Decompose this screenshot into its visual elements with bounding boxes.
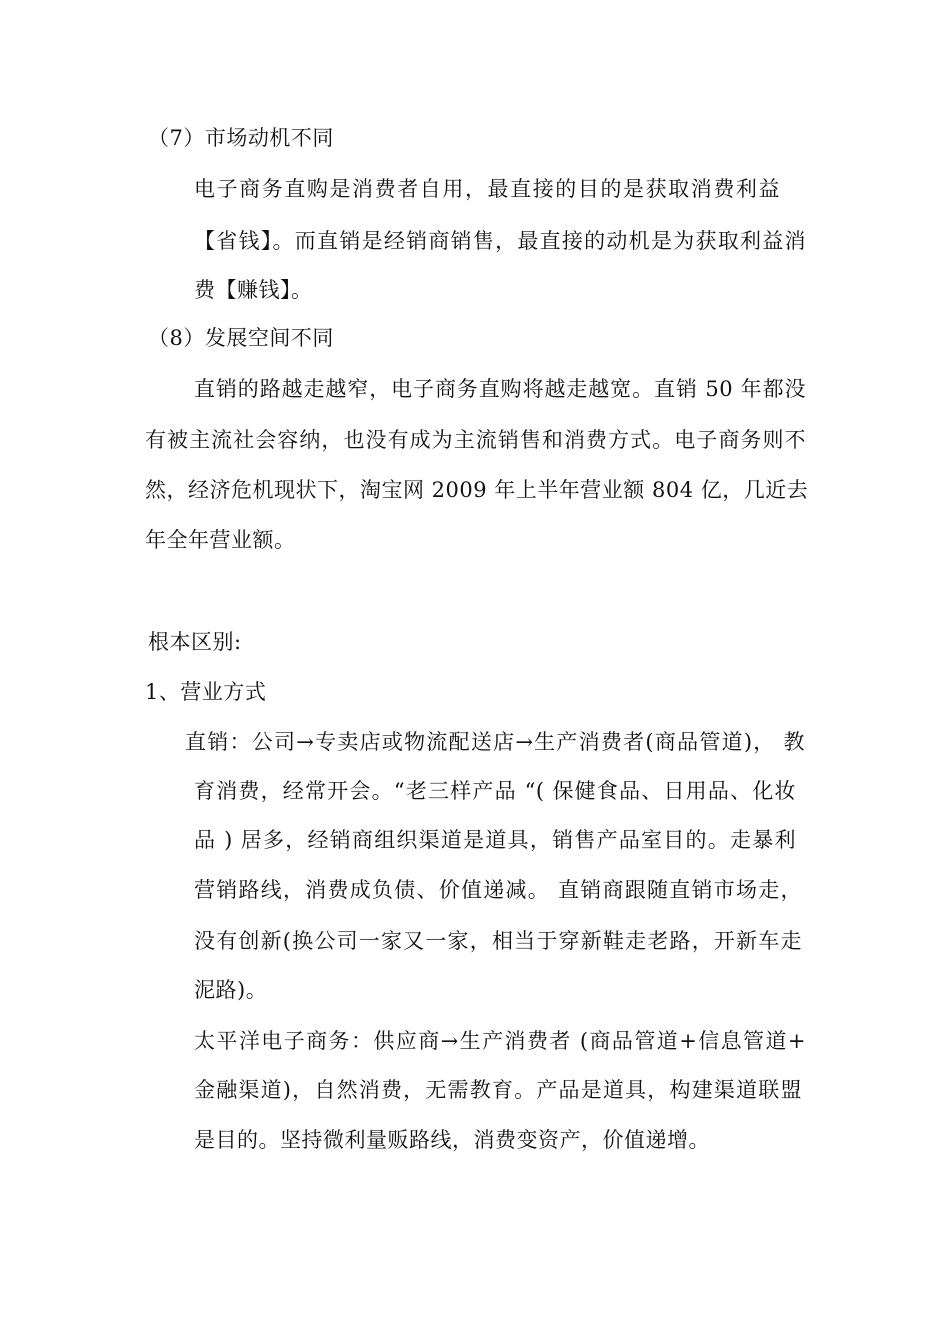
pacific-line-2: 金融渠道)，自然消费，无需教育。产品是道具，构建渠道联盟	[194, 1078, 802, 1102]
direct-sales-line-6: 泥路)。	[194, 978, 268, 1002]
direct-sales-line-5: 没有创新(换公司一家又一家，相当于穿新鞋走老路，开新车走	[194, 929, 802, 953]
section-8-line-1: 直销的路越走越窄，电子商务直购将越走越宽。直销 50 年都没	[194, 377, 806, 401]
direct-sales-line-4: 营销路线，消费成负债、价值递减。 直销商跟随直销市场走，	[194, 878, 802, 902]
item-1-heading: 1、营业方式	[145, 680, 267, 704]
section-8-heading: （8）发展空间不同	[148, 326, 334, 350]
section-8-line-2: 有被主流社会容纳，也没有成为主流销售和消费方式。电子商务则不	[145, 428, 806, 452]
direct-sales-line-1: 直销：公司→专卖店或物流配送店→生产消费者(商品管道)， 教	[185, 730, 805, 754]
direct-sales-line-3: 品 ) 居多，经销商组织渠道是道具，销售产品室目的。走暴利	[194, 828, 796, 852]
section-8-line-3: 然，经济危机现状下，淘宝网 2009 年上半年营业额 804 亿，几近去	[145, 478, 809, 502]
pacific-line-1: 太平洋电子商务：供应商→生产消费者 (商品管道+信息管道+	[194, 1029, 806, 1053]
section-7-heading: （7）市场动机不同	[148, 126, 334, 150]
pacific-line-3: 是目的。坚持微利量贩路线，消费变资产，价值递增。	[194, 1128, 710, 1152]
section-7-line-2: 【省钱】。而直销是经销商销售，最直接的动机是为获取利益消	[194, 229, 806, 253]
section-7-line-1: 电子商务直购是消费者自用，最直接的目的是获取消费利益	[194, 177, 780, 201]
section-7-line-3: 费【赚钱】。	[194, 278, 313, 302]
root-difference-heading: 根本区别:	[148, 630, 242, 654]
direct-sales-line-2: 育消费，经常开会。“老三样产品 “( 保健食品、日用品、化妆	[194, 779, 796, 803]
section-8-line-4: 年全年营业额。	[145, 528, 296, 552]
